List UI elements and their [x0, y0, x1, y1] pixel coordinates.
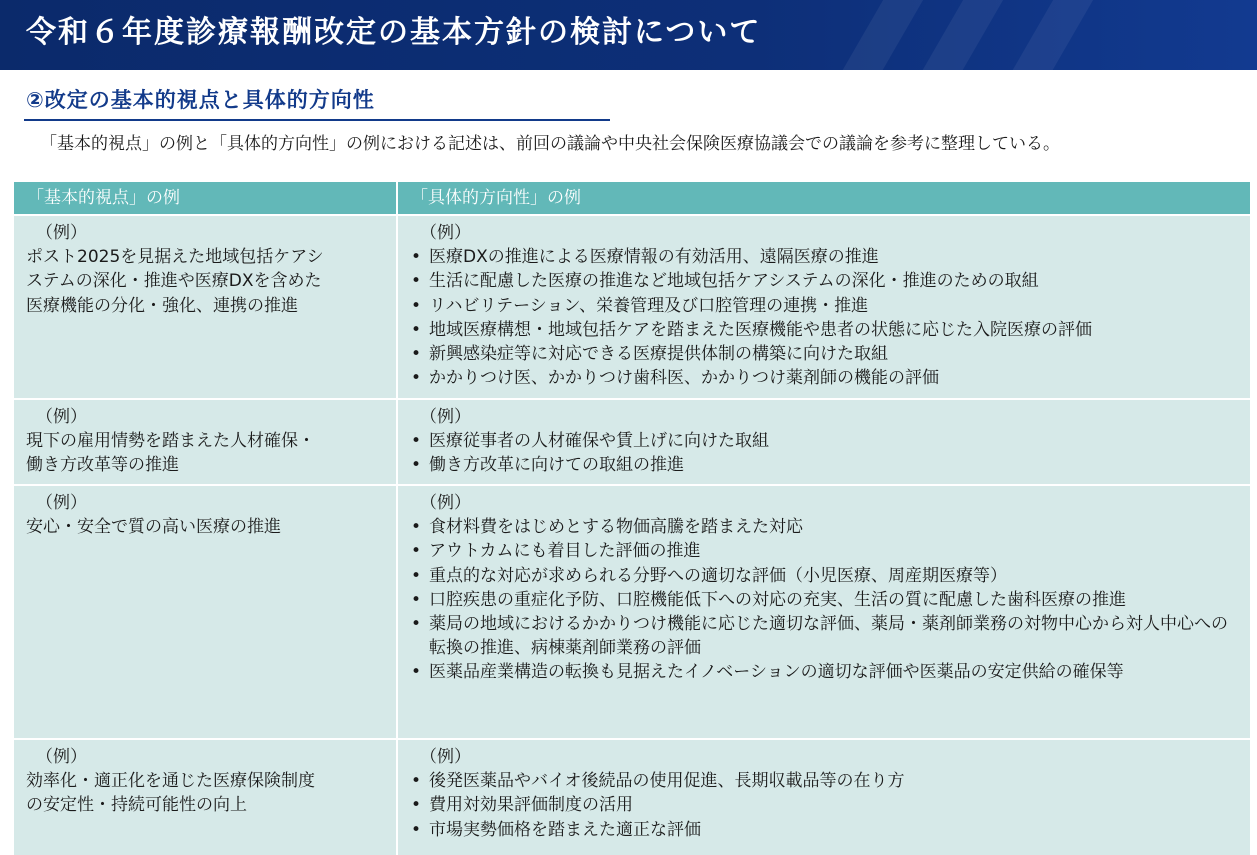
viewpoint-line: 医療機能の分化・強化、連携の推進: [26, 295, 298, 316]
basic-viewpoint-cell: [14, 216, 396, 398]
viewpoint-line: 働き方改革等の推進: [26, 455, 179, 476]
direction-item: • リハビリテーション、栄養管理及び口腔管理の連携・推進: [410, 294, 1242, 318]
viewpoint-line: の安定性・持続可能性の向上: [26, 795, 247, 816]
header-basic-viewpoint: 「基本的視点」の例: [27, 188, 180, 208]
header-specific-direction: 「具体的方向性」の例: [396, 182, 1250, 214]
viewpoint-line: ステムの深化・推進や医療DXを含めた: [26, 271, 322, 292]
direction-item: • 市場実勢価格を踏まえた適正な評価: [410, 818, 1242, 842]
table-row: [14, 484, 1250, 738]
basic-viewpoint-cell: [14, 740, 396, 855]
example-label: （例）: [36, 223, 87, 243]
specific-direction-cell: [396, 486, 1250, 738]
section-title: ②改定の基本的視点と具体的方向性: [26, 88, 375, 112]
header-decoration: [1001, 0, 1099, 70]
example-label: （例）: [420, 493, 471, 513]
direction-item: • 生活に配慮した医療の推進など地域包括ケアシステムの深化・推進のための取組: [410, 269, 1242, 293]
direction-item: • 医療DXの推進による医療情報の有効活用、遠隔医療の推進: [410, 245, 1242, 269]
basic-viewpoint-cell: [14, 400, 396, 484]
slide-title: 令和６年度診療報酬改定の基本方針の検討について: [26, 15, 762, 50]
specific-direction-cell: [396, 216, 1250, 398]
direction-item: • 地域医療構想・地域包括ケアを踏まえた医療機能や患者の状態に応じた入院医療の評価: [410, 318, 1242, 342]
direction-item: • 医療従事者の人材確保や賃上げに向けた取組: [410, 429, 1242, 453]
example-label: （例）: [420, 747, 471, 767]
direction-item: • 働き方改革に向けての取組の推進: [410, 453, 1242, 477]
intro-text: 「基本的視点」の例と「具体的方向性」の例における記述は、前回の議論や中央社会保険医療協議会での議論を参考に整理している。: [40, 134, 1060, 154]
header-decoration: [911, 0, 1009, 70]
direction-list: [410, 769, 1242, 842]
viewpoint-line: 現下の雇用情勢を踏まえた人材確保・: [26, 431, 315, 452]
direction-item: • 費用対効果評価制度の活用: [410, 793, 1242, 817]
specific-direction-cell: [396, 740, 1250, 855]
direction-item: • アウトカムにも着目した評価の推進: [410, 539, 1242, 563]
direction-list: [410, 515, 1242, 684]
section-underline: [24, 119, 610, 121]
viewpoint-line: 安心・安全で質の高い医療の推進: [26, 517, 281, 538]
table-header: [14, 182, 1250, 214]
specific-direction-cell: [396, 400, 1250, 484]
example-label: （例）: [36, 407, 87, 427]
example-label: （例）: [420, 223, 471, 243]
example-label: （例）: [36, 493, 87, 513]
direction-item: • かかりつけ医、かかりつけ歯科医、かかりつけ薬剤師の機能の評価: [410, 366, 1242, 390]
example-label: （例）: [36, 747, 87, 767]
header-decoration: [831, 0, 929, 70]
direction-item: • 後発医薬品やバイオ後続品の使用促進、長期収載品等の在り方: [410, 769, 1242, 793]
slide-header: [0, 0, 1257, 70]
direction-item: • 重点的な対応が求められる分野への適切な評価（小児医療、周産期医療等）: [410, 564, 1242, 588]
direction-item: • 口腔疾患の重症化予防、口腔機能低下への対応の充実、生活の質に配慮した歯科医療の推進: [410, 588, 1242, 612]
direction-item: • 食材料費をはじめとする物価高騰を踏まえた対応: [410, 515, 1242, 539]
direction-item: • 薬局の地域におけるかかりつけ機能に応じた適切な評価、薬局・薬剤師業務の対物中心から対人中心への転換の推進、病棟薬剤師業務の評価: [410, 612, 1242, 660]
direction-list: [410, 245, 1242, 390]
viewpoint-line: ポスト2025を見据えた地域包括ケアシ: [26, 247, 324, 268]
direction-item: • 医薬品産業構造の転換も見据えたイノベーションの適切な評価や医薬品の安定供給の確保等: [410, 660, 1242, 684]
direction-item: • 新興感染症等に対応できる医療提供体制の構築に向けた取組: [410, 342, 1242, 366]
example-label: （例）: [420, 407, 471, 427]
viewpoints-table: [14, 182, 1250, 855]
table-row: [14, 214, 1250, 398]
viewpoint-line: 効率化・適正化を通じた医療保険制度: [26, 771, 315, 792]
table-row: [14, 398, 1250, 484]
direction-list: [410, 429, 1242, 477]
basic-viewpoint-cell: [14, 486, 396, 738]
table-row: [14, 738, 1250, 855]
